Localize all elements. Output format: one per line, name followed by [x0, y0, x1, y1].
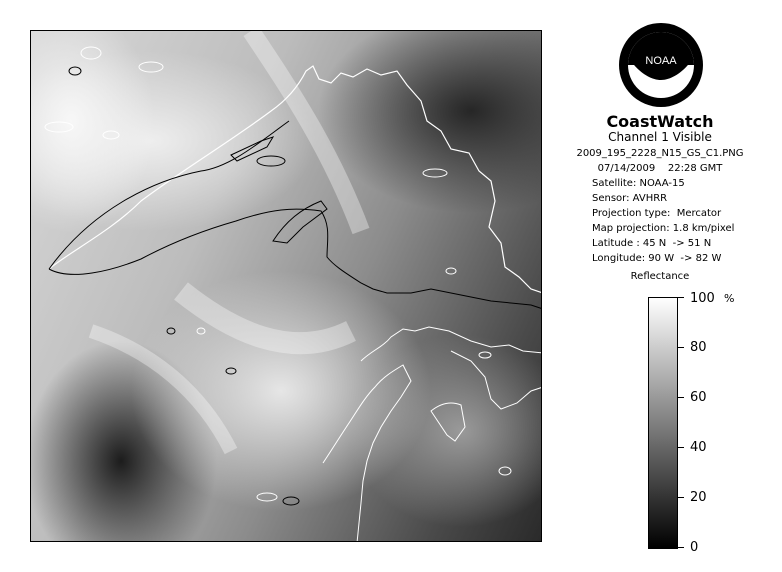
longitude-range: Longitude: 90 W -> 82 W	[592, 253, 722, 264]
projection-type: Projection type: Mercator	[592, 208, 722, 219]
sensor-info: Sensor: AVHRR	[592, 193, 668, 204]
colorbar-tick	[678, 547, 684, 548]
channel-subtitle: Channel 1 Visible	[608, 130, 712, 144]
colorbar-tick	[678, 297, 684, 298]
colorbar-tick	[678, 497, 684, 498]
colorbar-tick-label: 60	[690, 390, 707, 405]
satellite-info: Satellite: NOAA-15	[592, 178, 685, 189]
filename: 2009_195_2228_N15_GS_C1.PNG	[576, 148, 744, 159]
satellite-image	[30, 30, 542, 542]
colorbar	[648, 297, 678, 549]
map-projection: Map projection: 1.8 km/pixel	[592, 223, 735, 234]
colorbar-tick-label: 80	[690, 340, 707, 355]
logo-center-text: NOAA	[645, 55, 677, 67]
noaa-logo	[618, 22, 704, 108]
datetime: 07/14/2009 22:28 GMT	[597, 163, 723, 174]
latitude-range: Latitude : 45 N -> 51 N	[592, 238, 712, 249]
colorbar-tick-label: 0	[690, 540, 699, 555]
colorbar-tick	[678, 347, 684, 348]
colorbar-tick-label: 20	[690, 490, 707, 505]
coastline-overlay	[31, 31, 542, 542]
colorbar-tick	[678, 397, 684, 398]
colorbar-tick	[678, 447, 684, 448]
colorbar-label: Reflectance	[630, 271, 690, 282]
colorbar-tick-label: 100	[690, 291, 715, 306]
product-title: CoastWatch	[606, 112, 714, 131]
colorbar-unit: %	[724, 292, 735, 305]
colorbar-tick-label: 40	[690, 440, 707, 455]
